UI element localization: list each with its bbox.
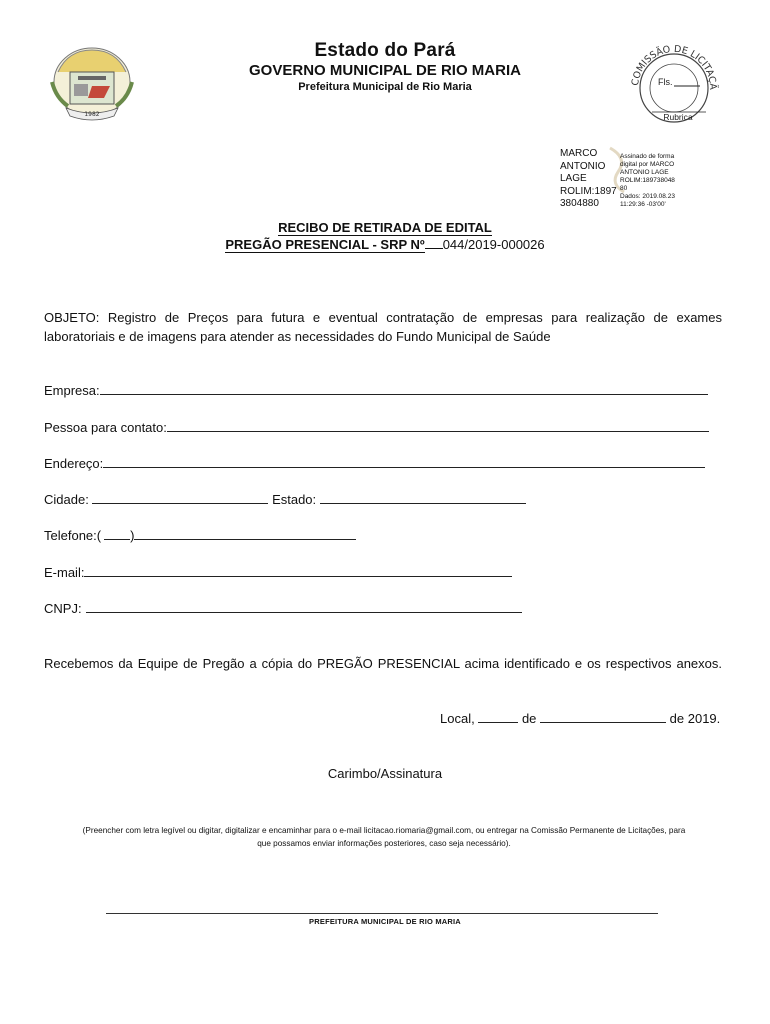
svg-text:COMISSÃO DE LICITAÇÃO: COMISSÃO DE LICITAÇÃ: [629, 44, 719, 90]
objeto-paragraph: OBJETO: Registro de Preços para futura e eventual contratação de empresas para realização de exames laboratoriais e de imagens para atender as necessidades do Fundo Municipal de Saúde: [44, 310, 722, 344]
cidade-input[interactable]: [92, 491, 268, 504]
email-field[interactable]: E-mail:: [44, 564, 512, 580]
endereco-field[interactable]: Endereço:: [44, 455, 705, 471]
header-prefecture: Prefeitura Municipal de Rio Maria: [298, 81, 472, 93]
contato-field[interactable]: Pessoa para contato:: [44, 419, 709, 435]
svg-text:1982: 1982: [84, 111, 100, 118]
digital-signature-name: MARCO ANTONIO LAGE ROLIM:1897 3804880: [560, 148, 617, 209]
footer-divider: [106, 913, 658, 914]
commission-stamp: [628, 44, 720, 124]
carimbo-assinatura-label: Carimbo/Assinatura: [327, 766, 443, 781]
receipt-statement: Recebemos da Equipe de Pregão a cópia do PREGÃO PRESENCIAL acima identificado e os respectivos anexos.: [44, 656, 722, 671]
header-government: GOVERNO MUNICIPAL DE RIO MARIA: [249, 62, 521, 79]
svg-text:Rubrica: Rubrica: [663, 112, 693, 122]
cidade-label: Cidade:: [44, 492, 89, 507]
document-title: RECIBO DE RETIRADA DE EDITAL: [278, 220, 492, 235]
pregao-number: 044/2019-000026: [442, 237, 545, 252]
pregao-title: PREGÃO PRESENCIAL - SRP Nº 044/2019-000026: [225, 237, 545, 252]
footer-prefecture: PREFEITURA MUNICIPAL DE RIO MARIA: [309, 917, 461, 926]
svg-text:Fls.: Fls.: [658, 77, 673, 87]
empresa-field[interactable]: Empresa:: [44, 382, 708, 398]
instructions-footnote: (Preencher com letra legível ou digitar, digitalizar e encaminhar para o e-mail licitacao.riomaria@gmail.com, ou entregar na Comissão Permanente de Licitações, para que possamos enviar informações posteriores, caso seja necessário).: [82, 826, 686, 848]
header-state: Estado do Pará: [314, 40, 456, 61]
local-date-line[interactable]: Local, de de 2019.: [440, 711, 721, 726]
digital-signature-note: Assinado de forma digital por MARCO ANTONIO LAGE ROLIM:189738048 80 Dados: 2019.08.23 11:29:36 -03'00': [620, 153, 675, 208]
cidade-estado-field[interactable]: [44, 491, 526, 507]
telefone-field[interactable]: Telefone:( ): [44, 527, 356, 543]
cnpj-field[interactable]: CNPJ:: [44, 600, 522, 616]
estado-label: Estado:: [272, 492, 317, 507]
estado-input[interactable]: [320, 491, 526, 504]
